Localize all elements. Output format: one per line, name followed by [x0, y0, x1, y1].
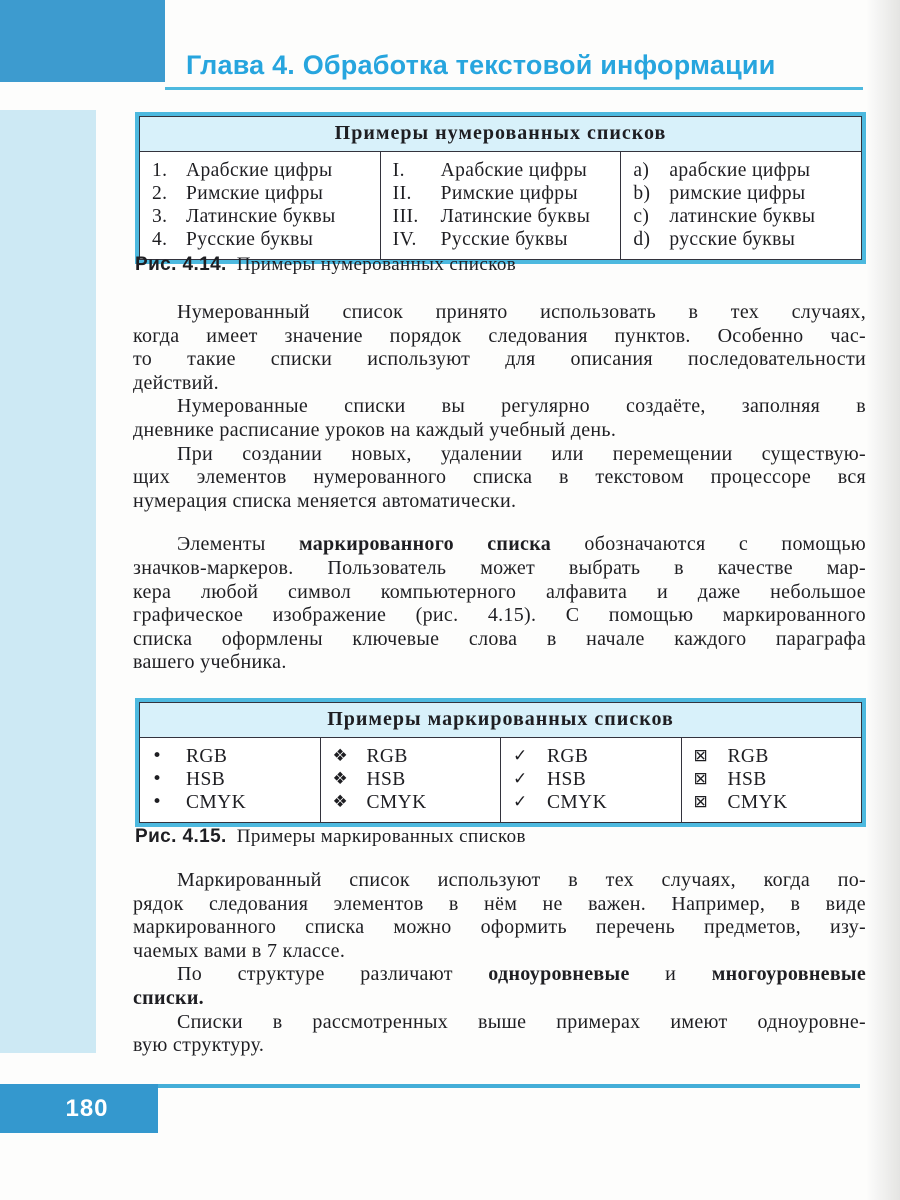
text-line: чаемых вами в 7 классе. — [133, 939, 346, 962]
text-line: то такие списки используют для описания последовательности — [133, 348, 866, 371]
figure-caption-text-4-14: Примеры нумерованных списков — [236, 254, 517, 275]
text-line: списки. — [133, 986, 204, 1009]
paragraph — [133, 869, 866, 963]
check-mark-bullet-icon: ✓ — [513, 792, 528, 812]
numbered-list-item — [633, 182, 855, 205]
figure-label-4-14: Рис. 4.14. — [135, 254, 227, 275]
list-item-text: CMYK — [727, 792, 788, 813]
bulleted-list-item — [513, 791, 675, 814]
corner-decoration-block — [0, 0, 165, 82]
left-margin-band — [0, 110, 96, 1053]
chapter-title: Глава 4. Обработка текстовой информации — [186, 50, 776, 80]
list-number-marker: 3. — [152, 206, 168, 227]
list-item-text: RGB — [727, 746, 769, 767]
bulleted-list-column — [140, 738, 320, 822]
figure-caption-text-4-15: Примеры маркированных списков — [236, 826, 526, 847]
bulleted-list-item — [694, 745, 856, 768]
list-item-text: HSB — [366, 769, 406, 790]
text-line: действий. — [133, 371, 219, 394]
numbered-list-item — [393, 159, 615, 182]
numbered-list-item — [633, 205, 855, 228]
figure-caption-4-14 — [135, 254, 516, 276]
text-line: вашего учебника. — [133, 651, 287, 674]
filled-circle-bullet-icon: • — [152, 746, 163, 766]
numbered-list-item — [393, 228, 615, 251]
list-item-text: римские цифры — [669, 183, 806, 204]
bulleted-list-column — [500, 738, 681, 822]
bulleted-list-item — [694, 791, 856, 814]
bulleted-list-item — [333, 745, 495, 768]
list-item-text: арабские цифры — [669, 160, 811, 181]
page-number: 180 — [65, 1094, 109, 1122]
numbered-list-item — [633, 228, 855, 251]
text-line: По структуре различают одноуровневые и многоуровневые — [177, 963, 867, 986]
numbered-list-item — [152, 159, 374, 182]
text-line: Нумерованные списки вы регулярно создаёте, заполняя в — [177, 395, 866, 418]
paragraph — [133, 443, 866, 514]
bulleted-list-item — [333, 791, 495, 814]
list-item-text: CMYK — [547, 792, 608, 813]
text-line: Элементы маркированного списка обозначаются с помощью — [177, 533, 866, 556]
list-item-text: RGB — [366, 746, 408, 767]
bulleted-lists-table-title: Примеры маркированных списков — [140, 703, 861, 738]
text-line: Нумерованный список принято использовать в тех случаях, — [177, 301, 866, 323]
text-line: кера любой символ компьютерного алфавита и даже небольшое — [133, 580, 866, 603]
filled-circle-bullet-icon: • — [152, 792, 163, 812]
bulleted-list-column — [681, 738, 862, 822]
list-number-marker: I. — [392, 160, 405, 181]
numbered-list-item — [152, 205, 374, 228]
list-item-text: Арабские цифры — [186, 160, 333, 181]
check-mark-bullet-icon: ✓ — [513, 769, 528, 789]
list-item-text: RGB — [547, 746, 589, 767]
body-text-block-1 — [133, 301, 866, 675]
bulleted-list-column — [320, 738, 501, 822]
list-item-text: Латинские буквы — [440, 206, 591, 227]
list-number-marker: 4. — [152, 229, 168, 250]
figure-label-4-15: Рис. 4.15. — [135, 826, 227, 847]
list-item-text: Римские цифры — [440, 183, 578, 204]
list-item-text: Римские цифры — [186, 183, 324, 204]
bulleted-lists-table — [135, 698, 866, 827]
list-item-text: латинские буквы — [669, 206, 816, 227]
text-line: когда имеет значение порядок следования пунктов. Особенно час- — [133, 324, 866, 347]
bulleted-list-item — [333, 768, 495, 791]
paragraph — [133, 395, 866, 442]
four-diamond-bullet-icon: ❖ — [332, 792, 349, 812]
text-line: графическое изображение (рис. 4.15). С помощью маркированного — [133, 604, 866, 627]
figure-caption-4-15 — [135, 826, 526, 848]
header-rule — [165, 87, 863, 90]
text-line: дневнике расписание уроков на каждый учебный день. — [133, 418, 617, 441]
paragraph — [133, 301, 866, 395]
bulleted-list-item — [152, 768, 314, 791]
text-line: вую структуру. — [133, 1034, 265, 1057]
paragraph — [133, 533, 866, 675]
list-item-text: HSB — [186, 769, 226, 790]
text-line: рядок следования элементов в нём не важен. Например, в виде — [133, 892, 866, 915]
list-number-marker: a) — [633, 160, 650, 181]
numbered-list-column-arabic-numerals — [140, 152, 380, 259]
list-number-marker: c) — [633, 206, 650, 227]
text-line: щих элементов нумерованного списка в текстовом процессоре вся — [133, 466, 866, 489]
list-number-marker: III. — [392, 206, 419, 227]
filled-circle-bullet-icon: • — [152, 769, 163, 789]
boxed-x-bullet-icon: ⊠ — [693, 746, 709, 766]
text-line: нумерация списка меняется автоматически. — [133, 489, 517, 512]
bulleted-list-item — [513, 768, 675, 791]
list-item-text: Арабские цифры — [440, 160, 588, 181]
four-diamond-bullet-icon: ❖ — [332, 769, 349, 789]
bulleted-list-item — [152, 745, 314, 768]
boxed-x-bullet-icon: ⊠ — [693, 769, 709, 789]
paragraph — [133, 1011, 866, 1058]
text-line: Списки в рассмотренных выше примерах имеют одноуровне- — [177, 1010, 866, 1033]
list-item-text: Латинские буквы — [186, 206, 336, 227]
numbered-lists-table — [135, 112, 866, 264]
page-edge-shadow — [866, 0, 900, 1200]
numbered-list-column-latin-letters — [620, 152, 861, 259]
list-item-text: CMYK — [186, 792, 247, 813]
text-line: значков-маркеров. Пользователь может выбрать в качестве мар- — [133, 556, 866, 579]
text-line: При создании новых, удалении или перемещении существую- — [177, 442, 866, 465]
numbered-list-item — [152, 228, 374, 251]
list-number-marker: b) — [633, 183, 651, 204]
list-item-text: русские буквы — [669, 229, 796, 250]
bulleted-lists-table-inner — [139, 702, 862, 823]
numbered-lists-table-body — [140, 152, 861, 259]
list-number-marker: 1. — [152, 160, 168, 181]
four-diamond-bullet-icon: ❖ — [332, 746, 349, 766]
list-item-text: RGB — [186, 746, 228, 767]
list-item-text: HSB — [547, 769, 587, 790]
numbered-list-item — [393, 182, 615, 205]
numbered-list-column-roman-numerals — [380, 152, 621, 259]
bulleted-list-item — [513, 745, 675, 768]
list-item-text: CMYK — [366, 792, 427, 813]
bulleted-list-item — [694, 768, 856, 791]
page-number-badge — [0, 1084, 158, 1133]
list-number-marker: IV. — [392, 229, 417, 250]
list-number-marker: 2. — [152, 183, 168, 204]
list-item-text: Русские буквы — [186, 229, 314, 250]
list-item-text: Русские буквы — [440, 229, 568, 250]
list-number-marker: II. — [392, 183, 412, 204]
list-item-text: HSB — [727, 769, 767, 790]
text-line: Маркированный список используют в тех случаях, когда по- — [177, 869, 866, 891]
boxed-x-bullet-icon: ⊠ — [693, 792, 709, 812]
list-number-marker: d) — [633, 229, 651, 250]
bulleted-list-item — [152, 791, 314, 814]
text-line: маркированного списка можно оформить перечень предметов, изу- — [133, 916, 866, 939]
body-text-block-2 — [133, 869, 866, 1058]
numbered-lists-table-title: Примеры нумерованных списков — [140, 117, 861, 152]
numbered-list-item — [152, 182, 374, 205]
numbered-list-item — [393, 205, 615, 228]
numbered-list-item — [633, 159, 855, 182]
numbered-lists-table-inner — [139, 116, 862, 260]
text-line: списка оформлены ключевые слова в начале каждого параграфа — [133, 627, 866, 650]
check-mark-bullet-icon: ✓ — [513, 746, 528, 766]
paragraph — [133, 963, 866, 1010]
bulleted-lists-table-body — [140, 738, 861, 822]
